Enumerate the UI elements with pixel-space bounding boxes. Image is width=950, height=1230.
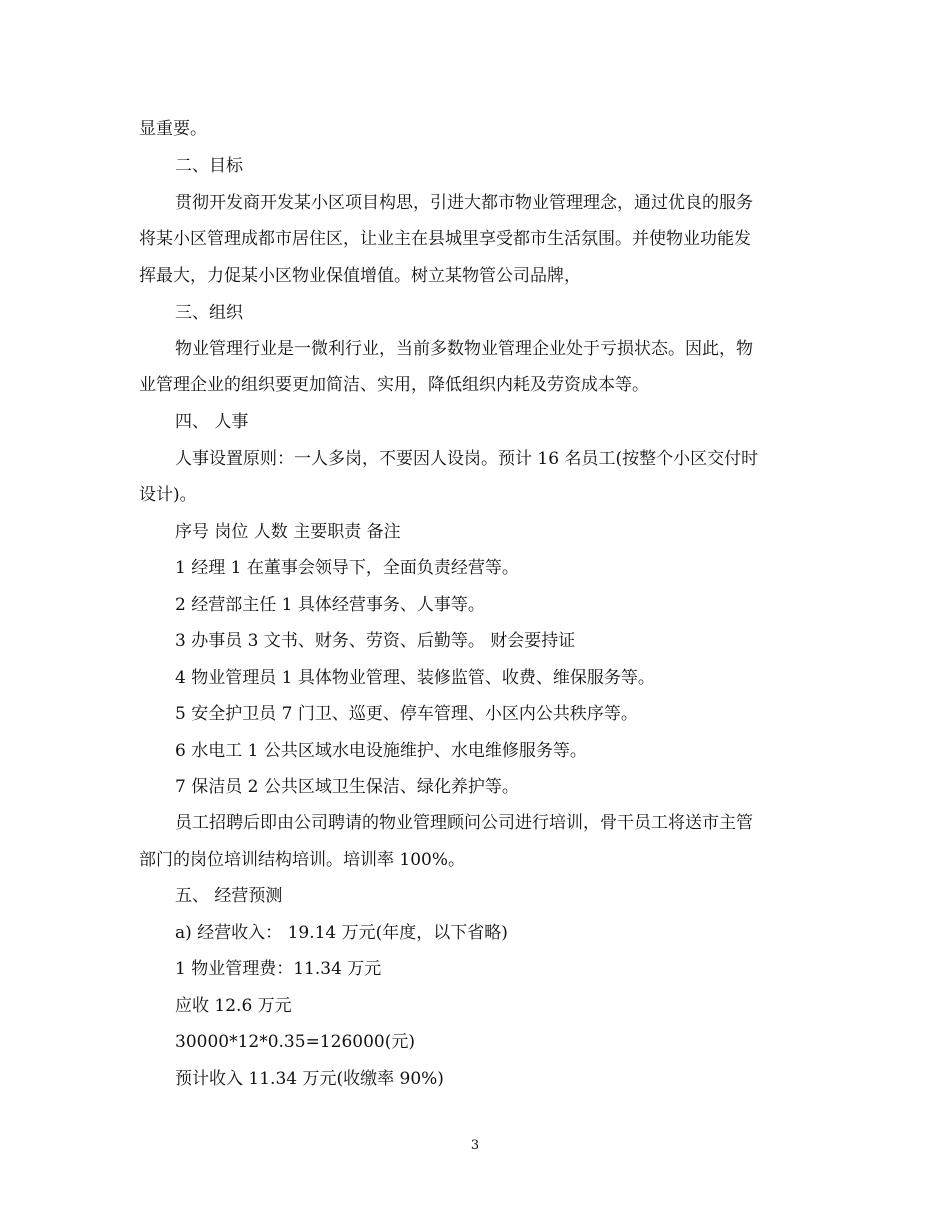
section-heading: 四、 人事 <box>175 412 249 432</box>
text-line: a) 经营收入： 19.14 万元(年度，以下省略) <box>175 923 508 943</box>
text-line: 显重要。 <box>139 119 207 139</box>
text-line: 30000*12*0.35=126000(元) <box>175 1032 415 1052</box>
section-heading: 二、目标 <box>175 156 243 176</box>
list-item: 7 保洁员 2 公共区域卫生保洁、绿化养护等。 <box>175 777 519 797</box>
list-item: 6 水电工 1 公共区域水电设施维护、水电维修服务等。 <box>175 741 587 761</box>
text-line: 人事设置原则：一人多岗，不要因人设岗。预计 16 名员工(按整个小区交付时 <box>175 449 759 469</box>
list-item: 5 安全护卫员 7 门卫、巡更、停车管理、小区内公共秩序等。 <box>175 704 638 724</box>
text-line: 将某小区管理成都市居住区，让业主在县城里享受都市生活氛围。并使物业功能发 <box>139 229 751 249</box>
text-line: 贯彻开发商开发某小区项目构思，引进大都市物业管理理念，通过优良的服务 <box>175 193 753 213</box>
page-number: 3 <box>470 1138 480 1153</box>
text-line: 部门的岗位培训结构培训。培训率 100%。 <box>139 850 466 870</box>
list-item: 4 物业管理员 1 具体物业管理、装修监管、收费、维保服务等。 <box>175 668 655 688</box>
section-heading: 三、组织 <box>175 303 243 323</box>
text-line: 1 物业管理费：11.34 万元 <box>175 959 382 979</box>
table-header-line: 序号 岗位 人数 主要职责 备注 <box>175 522 401 542</box>
list-item: 1 经理 1 在董事会领导下，全面负责经营等。 <box>175 558 519 578</box>
text-line: 预计收入 11.34 万元(收缴率 90%) <box>175 1069 444 1089</box>
text-line: 挥最大，力促某小区物业保值增值。树立某物管公司品牌， <box>139 266 581 286</box>
list-item: 3 办事员 3 文书、财务、劳资、后勤等。 财会要持证 <box>175 631 576 651</box>
text-line: 员工招聘后即由公司聘请的物业管理顾问公司进行培训，骨干员工将送市主管 <box>175 813 753 833</box>
text-line: 业管理企业的组织要更加简洁、实用，降低组织内耗及劳资成本等。 <box>139 375 649 395</box>
list-item: 2 经营部主任 1 具体经营事务、人事等。 <box>175 595 485 615</box>
text-line: 设计)。 <box>139 485 197 505</box>
text-line: 物业管理行业是一微利行业，当前多数物业管理企业处于亏损状态。因此，物 <box>175 339 753 359</box>
section-heading: 五、 经营预测 <box>175 886 283 906</box>
text-line: 应收 12.6 万元 <box>175 996 292 1016</box>
